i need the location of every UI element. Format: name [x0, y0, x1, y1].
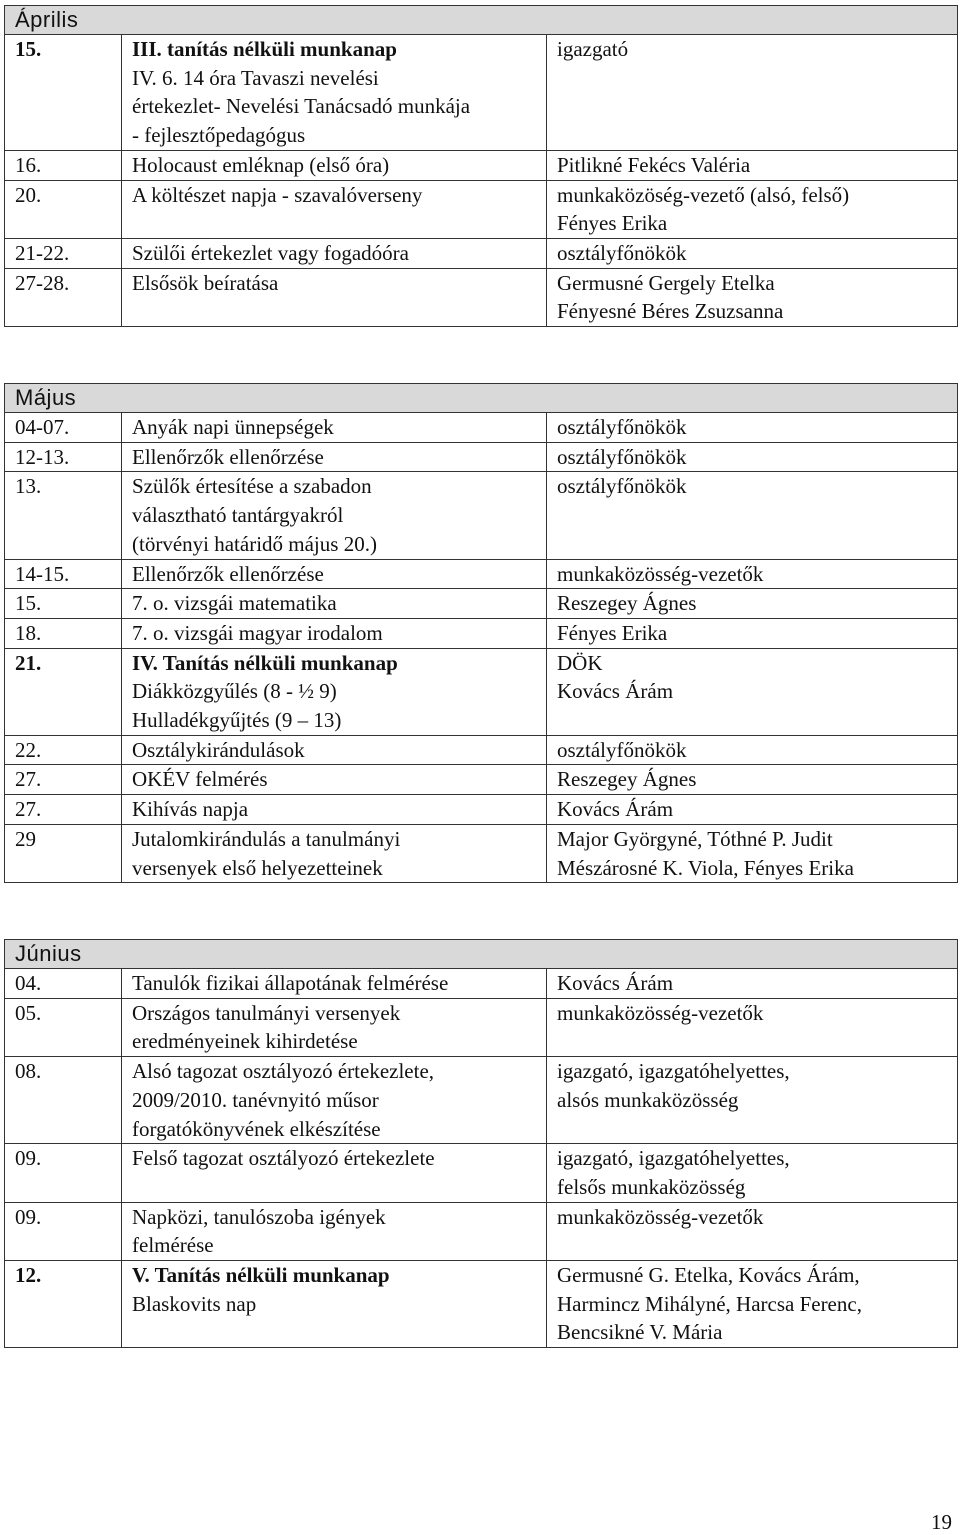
event-line: Kihívás napja — [132, 797, 249, 822]
table-row — [5, 1261, 958, 1348]
table-row — [5, 735, 958, 765]
event-line: Napközi, tanulószoba igények — [132, 1204, 386, 1229]
responsible-cell — [547, 1057, 958, 1144]
responsible-line: Major Györgyné, Tóthné P. Judit — [557, 826, 833, 851]
date-cell: 09. — [5, 1144, 122, 1202]
event-line: Blaskovits nap — [132, 1291, 257, 1316]
event-cell — [122, 180, 547, 238]
event-cell — [122, 238, 547, 268]
responsible-cell — [547, 413, 958, 443]
event-cell — [122, 1144, 547, 1202]
event-line: - fejlesztőpedagógus — [132, 123, 306, 148]
responsible-line: Germusné Gergely Etelka — [557, 270, 775, 295]
table-row — [5, 618, 958, 648]
event-line: Tanulók fizikai állapotának felmérése — [132, 971, 449, 995]
table-row — [5, 795, 958, 825]
event-line: 7. o. vizsgái magyar irodalom — [132, 620, 383, 645]
responsible-line: Reszegey Ágnes — [557, 767, 697, 792]
event-line: OKÉV felmérés — [132, 767, 268, 792]
event-cell — [122, 150, 547, 180]
date-cell: 20. — [5, 180, 122, 238]
event-cell — [122, 648, 547, 735]
table-row — [5, 180, 958, 238]
responsible-cell — [547, 824, 958, 882]
may-schedule-table — [4, 383, 958, 883]
event-line: értekezlet- Nevelési Tanácsadó munkája — [132, 94, 471, 119]
date-cell: 27. — [5, 765, 122, 795]
page-number: 19 — [931, 1510, 952, 1534]
event-line: Osztálykirándulások — [132, 737, 305, 762]
table-row — [5, 998, 958, 1056]
table-row — [5, 648, 958, 735]
responsible-line: munkaközösség-vezetők — [557, 1204, 764, 1229]
date-cell: 05. — [5, 998, 122, 1056]
responsible-cell — [547, 238, 958, 268]
event-cell — [122, 735, 547, 765]
table-row — [5, 442, 958, 472]
event-line: Jutalomkirándulás a tanulmányi — [132, 826, 401, 851]
table-row — [5, 35, 958, 151]
responsible-cell — [547, 1202, 958, 1260]
date-cell: 08. — [5, 1057, 122, 1144]
responsible-line: Germusné G. Etelka, Kovács Árám, — [557, 1263, 860, 1288]
table-row — [5, 238, 958, 268]
responsible-line: felsős munkaközösség — [557, 1174, 746, 1199]
responsible-cell — [547, 472, 958, 559]
responsible-line: igazgató, igazgatóhelyettes, — [557, 1059, 790, 1084]
table-row — [5, 1144, 958, 1202]
table-row — [5, 589, 958, 619]
event-line: Ellenőrzők ellenőrzése — [132, 444, 324, 469]
date-cell: 09. — [5, 1202, 122, 1260]
responsible-cell — [547, 969, 958, 999]
responsible-line: osztályfőnökök — [557, 415, 687, 439]
responsible-cell — [547, 618, 958, 648]
month-header-april: Április — [5, 6, 958, 35]
responsible-cell — [547, 268, 958, 326]
event-cell — [122, 1202, 547, 1260]
date-cell: 18. — [5, 618, 122, 648]
responsible-line: Fényesné Béres Zsuzsanna — [557, 299, 784, 324]
date-cell: 14-15. — [5, 559, 122, 589]
date-cell: 21-22. — [5, 238, 122, 268]
date-cell: 04-07. — [5, 413, 122, 443]
responsible-line: osztályfőnökök — [557, 444, 687, 469]
event-line: Szülők értesítése a szabadon — [132, 474, 372, 499]
date-cell: 27-28. — [5, 268, 122, 326]
month-header-june: Június — [5, 940, 958, 969]
event-line: Elsősök beíratása — [132, 270, 279, 295]
event-cell — [122, 765, 547, 795]
responsible-cell — [547, 442, 958, 472]
responsible-line: Kovács Árám — [557, 797, 674, 822]
event-line: Felső tagozat osztályozó értekezlete — [132, 1146, 435, 1171]
responsible-line: Reszegey Ágnes — [557, 591, 697, 616]
table-row — [5, 1057, 958, 1144]
event-line: IV. Tanítás nélküli munkanap — [132, 650, 398, 675]
responsible-cell — [547, 795, 958, 825]
event-cell — [122, 1261, 547, 1348]
responsible-line: Bencsikné V. Mária — [557, 1320, 723, 1345]
event-cell — [122, 413, 547, 443]
table-row — [5, 472, 958, 559]
responsible-line: alsós munkaközösség — [557, 1087, 739, 1112]
responsible-cell — [547, 998, 958, 1056]
table-row — [5, 268, 958, 326]
responsible-cell — [547, 1261, 958, 1348]
event-cell — [122, 268, 547, 326]
event-cell — [122, 998, 547, 1056]
responsible-line: Harmincz Mihályné, Harcsa Ferenc, — [557, 1291, 862, 1316]
responsible-line: munkaközöség-vezető (alsó, felső) — [557, 182, 850, 207]
responsible-cell — [547, 735, 958, 765]
date-cell: 12. — [5, 1261, 122, 1348]
table-row — [5, 765, 958, 795]
responsible-line: Mészárosné K. Viola, Fényes Erika — [557, 855, 854, 880]
responsible-line: osztályfőnökök — [557, 737, 687, 762]
date-cell: 27. — [5, 795, 122, 825]
event-line: Diákközgyűlés (8 - ½ 9) — [132, 679, 337, 704]
event-line: felmérése — [132, 1233, 214, 1258]
responsible-line: Kovács Árám — [557, 679, 674, 704]
responsible-line: igazgató, igazgatóhelyettes, — [557, 1146, 790, 1171]
responsible-line: osztályfőnökök — [557, 240, 687, 265]
event-line: IV. 6. 14 óra Tavaszi nevelési — [132, 65, 379, 90]
event-line: eredményeinek kihirdetése — [132, 1029, 358, 1054]
event-line: Országos tanulmányi versenyek — [132, 1000, 401, 1025]
event-cell — [122, 472, 547, 559]
responsible-line: Fényes Erika — [557, 211, 668, 236]
event-line: Alsó tagozat osztályozó értekezlete, — [132, 1059, 435, 1084]
event-cell — [122, 442, 547, 472]
event-line: forgatókönyvének elkészítése — [132, 1116, 381, 1141]
responsible-line: munkaközösség-vezetők — [557, 561, 764, 586]
event-line: (törvényi határidő május 20.) — [132, 531, 377, 556]
date-cell: 15. — [5, 35, 122, 151]
table-row — [5, 1202, 958, 1260]
responsible-cell — [547, 35, 958, 151]
responsible-line: Pitlikné Fekécs Valéria — [557, 152, 751, 177]
date-cell: 29 — [5, 824, 122, 882]
event-line: Anyák napi ünnepségek — [132, 415, 334, 439]
date-cell: 21. — [5, 648, 122, 735]
responsible-line: munkaközösség-vezetők — [557, 1000, 764, 1025]
responsible-cell — [547, 150, 958, 180]
event-line: Szülői értekezlet vagy fogadóóra — [132, 240, 409, 265]
responsible-cell — [547, 180, 958, 238]
event-cell — [122, 559, 547, 589]
responsible-cell — [547, 589, 958, 619]
event-cell — [122, 618, 547, 648]
date-cell: 04. — [5, 969, 122, 999]
responsible-line: Kovács Árám — [557, 971, 674, 995]
table-row — [5, 969, 958, 999]
table-row — [5, 824, 958, 882]
event-line: Ellenőrzők ellenőrzése — [132, 561, 324, 586]
april-schedule-table — [4, 5, 958, 327]
month-header-may: Május — [5, 384, 958, 413]
event-cell — [122, 824, 547, 882]
event-line: versenyek első helyezetteinek — [132, 855, 383, 880]
event-cell — [122, 795, 547, 825]
responsible-line: osztályfőnökök — [557, 474, 687, 499]
responsible-cell — [547, 559, 958, 589]
event-line: A költészet napja - szavalóverseny — [132, 182, 423, 207]
responsible-cell — [547, 648, 958, 735]
date-cell: 15. — [5, 589, 122, 619]
table-row — [5, 559, 958, 589]
responsible-line: igazgató — [557, 37, 629, 61]
responsible-line: Fényes Erika — [557, 620, 668, 645]
event-line: V. Tanítás nélküli munkanap — [132, 1263, 390, 1288]
june-schedule-table — [4, 939, 958, 1348]
event-line: III. tanítás nélküli munkanap — [132, 37, 397, 61]
date-cell: 22. — [5, 735, 122, 765]
event-cell — [122, 35, 547, 151]
responsible-line: DÖK — [557, 650, 603, 675]
event-line: Holocaust emléknap (első óra) — [132, 152, 390, 177]
date-cell: 16. — [5, 150, 122, 180]
responsible-cell — [547, 765, 958, 795]
event-cell — [122, 969, 547, 999]
event-cell — [122, 589, 547, 619]
table-row — [5, 413, 958, 443]
responsible-cell — [547, 1144, 958, 1202]
event-line: Hulladékgyűjtés (9 – 13) — [132, 708, 342, 733]
date-cell: 13. — [5, 472, 122, 559]
event-line: választható tantárgyakról — [132, 503, 344, 528]
event-cell — [122, 1057, 547, 1144]
event-line: 2009/2010. tanévnyitó műsor — [132, 1087, 379, 1112]
table-row — [5, 150, 958, 180]
date-cell: 12-13. — [5, 442, 122, 472]
event-line: 7. o. vizsgái matematika — [132, 591, 337, 616]
